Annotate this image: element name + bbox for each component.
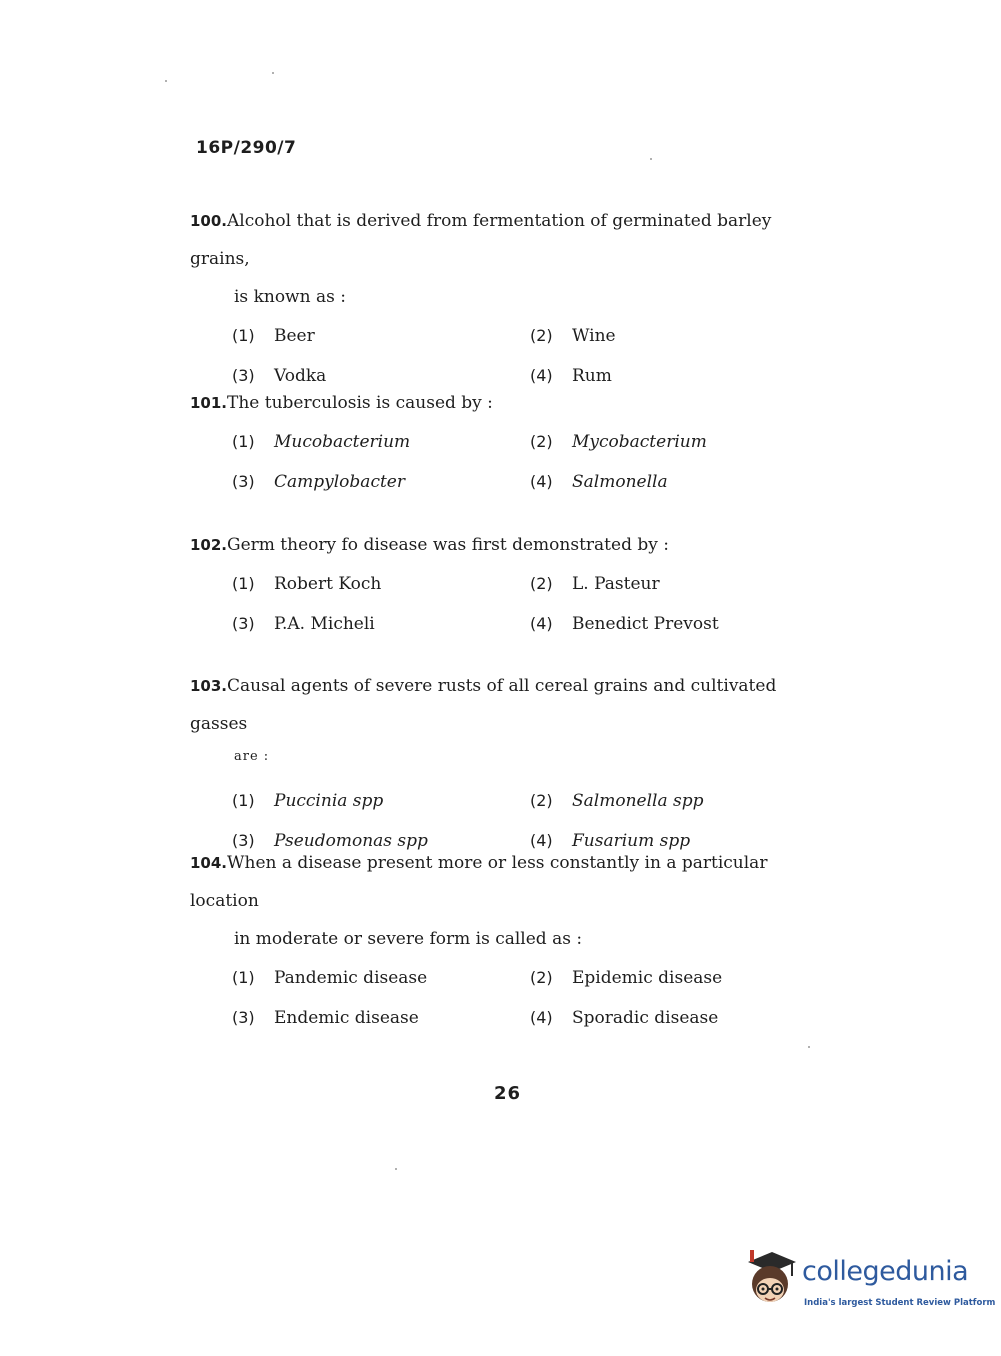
question-number: 104. [190,854,228,872]
option-number: (1) [232,432,255,451]
option-3 [232,604,530,644]
option-text: Salmonella [572,472,668,492]
option-number: (1) [232,968,255,987]
scan-speck [650,158,652,160]
options-grid [232,958,830,1038]
question-103 [190,667,830,861]
option-text: Benedict Prevost [572,614,719,634]
question-text [190,667,830,743]
option-number: (2) [530,574,553,593]
options-grid [232,564,830,644]
question-text [190,384,830,422]
question-stem-continuation: are : [234,749,270,764]
option-1 [232,316,530,356]
option-4 [530,462,830,502]
option-number: (3) [232,472,255,491]
option-number: (1) [232,574,255,593]
logo-tagline: India's largest Student Review Platform [804,1298,996,1308]
option-text: Sporadic disease [572,1008,719,1028]
option-2 [530,316,830,356]
option-3 [232,998,530,1038]
option-1 [232,781,530,821]
question-104 [190,844,830,1038]
question-100 [190,202,830,396]
option-1 [232,422,530,462]
option-text: Puccinia spp [274,791,384,811]
question-stem-continuation: in moderate or severe form is called as : [234,929,583,949]
question-stem: Germ theory fo disease was first demonstrated by : [227,535,669,555]
option-number: (4) [530,472,553,491]
option-1 [232,958,530,998]
option-2 [530,958,830,998]
option-1 [232,564,530,604]
question-text [190,202,830,278]
option-number: (3) [232,366,255,385]
question-101 [190,384,830,502]
option-number: (4) [530,366,553,385]
option-text: Epidemic disease [572,968,723,988]
collegedunia-logo [742,1248,996,1318]
scan-speck [272,72,274,74]
scan-speck [165,80,167,82]
question-102 [190,526,830,644]
option-number: (4) [530,1008,553,1027]
option-3 [232,462,530,502]
option-4 [530,604,830,644]
question-text [190,526,830,564]
option-text: P.A. Micheli [274,614,375,634]
question-stem: The tuberculosis is caused by : [227,393,493,413]
option-number: (3) [232,831,255,850]
option-number: (4) [530,614,553,633]
option-4 [530,998,830,1038]
option-text: L. Pasteur [572,574,660,594]
option-text: Vodka [274,366,327,386]
option-number: (2) [530,791,553,810]
option-text: Wine [572,326,616,346]
option-text: Pseudomonas spp [274,831,428,851]
question-stem: Causal agents of severe rusts of all cereal grains and cultivated gasses [190,676,777,734]
scan-speck [808,1046,810,1048]
option-text: Mycobacterium [572,432,707,452]
option-text: Mucobacterium [274,432,411,452]
option-text: Fusarium spp [572,831,691,851]
question-text [190,844,830,920]
logo-name: collegedunia [802,1256,969,1287]
option-text: Robert Koch [274,574,382,594]
option-text: Beer [274,326,315,346]
option-2 [530,564,830,604]
options-grid [232,422,830,502]
option-2 [530,422,830,462]
option-text: Salmonella spp [572,791,704,811]
option-text: Endemic disease [274,1008,419,1028]
question-stem: When a disease present more or less constantly in a particular location [190,853,768,911]
option-2 [530,781,830,821]
page-code: 16P/290/7 [196,138,297,158]
option-number: (2) [530,432,553,451]
option-number: (3) [232,614,255,633]
question-number: 102. [190,536,228,554]
option-number: (2) [530,326,553,345]
option-number: (2) [530,968,553,987]
question-number: 103. [190,677,228,695]
question-stem-continuation: is known as : [234,287,346,307]
option-number: (1) [232,326,255,345]
option-number: (3) [232,1008,255,1027]
option-text: Pandemic disease [274,968,428,988]
option-number: (4) [530,831,553,850]
question-stem: Alcohol that is derived from fermentation of germinated barley grains, [190,211,772,269]
mascot-icon [742,1248,800,1312]
question-number: 101. [190,394,228,412]
page-number: 26 [494,1083,522,1104]
option-text: Campylobacter [274,472,405,492]
option-number: (1) [232,791,255,810]
question-number: 100. [190,212,228,230]
option-text: Rum [572,366,612,386]
scan-speck [395,1168,397,1170]
